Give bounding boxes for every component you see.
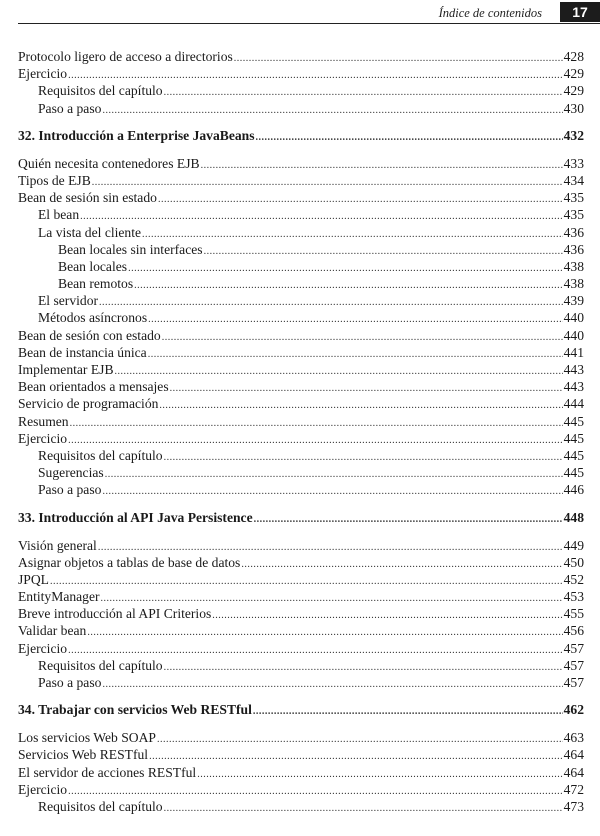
toc-entry-title: 33. Introducción al API Java Persistence (18, 509, 253, 525)
dot-leader (102, 676, 562, 693)
dot-leader (162, 329, 563, 346)
dot-leader (170, 380, 563, 397)
dot-leader (87, 624, 562, 641)
toc-entry-title: Paso a paso (38, 482, 102, 498)
spacer (18, 527, 584, 537)
toc-entry-title: Bean remotos (58, 276, 134, 292)
toc-entry-title: JPQL (18, 571, 49, 587)
toc-entry-title: Resumen (18, 413, 69, 429)
toc-subentry (18, 292, 584, 309)
dot-leader (149, 748, 563, 765)
toc-entry-page: 443 (563, 379, 584, 395)
toc-entry-page: 433 (563, 155, 584, 171)
toc-entry-page: 428 (563, 49, 584, 64)
toc-entry-page: 456 (563, 623, 584, 639)
toc-entry (18, 48, 584, 65)
toc-subentry (18, 309, 584, 326)
toc-chapter-heading (18, 127, 584, 145)
toc-entry-title: El bean (38, 207, 80, 223)
toc-entry-title: Visión general (18, 537, 97, 553)
dot-leader (212, 607, 562, 624)
toc-entry-title: Requisitos del capítulo (38, 447, 163, 463)
toc-entry (18, 155, 584, 172)
dot-leader (158, 191, 563, 208)
toc-entry-title: Asignar objetos a tablas de base de datos (18, 554, 241, 570)
toc-entry-title: Ejercicio (18, 66, 68, 82)
dot-leader (115, 363, 563, 380)
toc-entry-page: 445 (563, 465, 584, 481)
toc-entry-page: 436 (563, 241, 584, 257)
toc-entry-title: EntityManager (18, 589, 100, 605)
toc-subentry (18, 464, 584, 481)
toc-subentry (18, 481, 584, 498)
dot-leader (201, 157, 563, 174)
dot-leader (80, 208, 562, 225)
toc-entry-title: El servidor (38, 293, 99, 309)
dot-leader (99, 294, 563, 311)
running-header-title: Índice de contenidos (438, 6, 542, 20)
toc-entry-page: 435 (563, 190, 584, 206)
toc-entry-title: Servicio de programación (18, 396, 159, 412)
toc-entry-title: Tipos de EJB (18, 172, 91, 188)
toc-entry-title: Ejercicio (18, 781, 68, 797)
toc-entry-title: 32. Introducción a Enterprise JavaBeans (18, 127, 255, 143)
dot-leader (234, 50, 563, 67)
toc-entry-page: 440 (563, 310, 584, 326)
page-header (18, 0, 600, 24)
toc-entry-page: 438 (563, 276, 584, 292)
toc-entry-page: 455 (563, 606, 584, 622)
toc-entry-page: 430 (563, 100, 584, 116)
dot-leader (157, 731, 563, 748)
toc-entry-title: El servidor de acciones RESTful (18, 764, 197, 780)
toc-entry-page: 473 (563, 798, 584, 814)
toc-entry-title: Bean orientados a mensajes (18, 379, 169, 395)
toc-entry-page: 462 (563, 702, 584, 718)
toc-entry (18, 554, 584, 571)
toc-entry-page: 444 (563, 396, 584, 412)
toc-entry-page: 457 (563, 675, 584, 690)
dot-leader (50, 573, 563, 590)
toc-entry-title: Servicios Web RESTful (18, 747, 149, 763)
toc-entry (18, 622, 584, 639)
toc-entry-page: 436 (563, 224, 584, 240)
toc-subentry (18, 82, 584, 99)
dot-leader (164, 800, 563, 817)
dot-leader (164, 659, 563, 676)
toc-entry-title: La vista del cliente (38, 224, 142, 240)
toc-entry-page: 463 (563, 730, 584, 746)
toc-entry-page: 439 (563, 293, 584, 309)
toc-subsubentry (18, 258, 584, 275)
toc-entry-title: Ejercicio (18, 430, 68, 446)
toc-subentry (18, 224, 584, 241)
toc-entry-title: Los servicios Web SOAP (18, 730, 156, 746)
dot-leader (105, 466, 563, 483)
toc-entry-page: 449 (563, 537, 584, 553)
toc-entry (18, 413, 584, 430)
toc-chapter-heading (18, 509, 584, 527)
toc-subentry (18, 447, 584, 464)
dot-leader (102, 483, 562, 500)
toc-entry (18, 327, 584, 344)
dot-leader (253, 703, 563, 720)
dot-leader (197, 766, 562, 783)
toc-entry (18, 395, 584, 412)
table-of-contents (18, 48, 584, 815)
toc-entry-page: 445 (563, 447, 584, 463)
dot-leader (134, 277, 562, 294)
toc-entry-page: 441 (563, 344, 584, 360)
toc-entry (18, 65, 584, 82)
toc-subentry (18, 100, 584, 117)
toc-entry-page: 445 (563, 413, 584, 429)
toc-entry-page: 432 (563, 127, 584, 143)
toc-entry-page: 472 (563, 781, 584, 797)
dot-leader (148, 311, 562, 328)
dot-leader (102, 102, 562, 119)
toc-entry-page: 457 (563, 640, 584, 656)
dot-leader (254, 511, 563, 528)
spacer (18, 145, 584, 155)
toc-entry-title: Quién necesita contenedores EJB (18, 155, 200, 171)
toc-entry (18, 781, 584, 798)
toc-entry (18, 172, 584, 189)
toc-entry (18, 640, 584, 657)
header-rule (18, 23, 600, 24)
toc-entry-title: Bean de sesión sin estado (18, 190, 157, 206)
toc-entry-page: 464 (563, 747, 584, 763)
spacer (18, 719, 584, 729)
toc-entry (18, 361, 584, 378)
dot-leader (128, 260, 563, 277)
toc-entry-page: 448 (563, 509, 584, 525)
toc-entry-page: 435 (563, 207, 584, 223)
toc-subsubentry (18, 241, 584, 258)
dot-leader (241, 556, 562, 573)
toc-entry-title: Breve introducción al API Criterios (18, 606, 212, 622)
toc-entry-title: Validar bean (18, 623, 87, 639)
toc-entry-page: 453 (563, 589, 584, 605)
dot-leader (148, 346, 563, 363)
toc-entry (18, 605, 584, 622)
toc-entry-title: Requisitos del capítulo (38, 83, 163, 99)
toc-entry-title: Sugerencias (38, 465, 104, 481)
toc-entry-title: Bean de sesión con estado (18, 327, 161, 343)
toc-entry (18, 571, 584, 588)
toc-entry-title: Bean locales sin interfaces (58, 241, 203, 257)
dot-leader (256, 129, 563, 146)
toc-entry (18, 378, 584, 395)
toc-entry (18, 729, 584, 746)
toc-entry-title: Bean de instancia única (18, 344, 147, 360)
toc-entry-page: 429 (563, 83, 584, 99)
toc-subentry (18, 674, 584, 691)
toc-entry (18, 537, 584, 554)
toc-entry (18, 746, 584, 763)
toc-entry-title: Requisitos del capítulo (38, 798, 163, 814)
toc-subentry (18, 206, 584, 223)
dot-leader (164, 449, 563, 466)
toc-entry-title: Implementar EJB (18, 362, 114, 377)
toc-entry-page: 438 (563, 258, 584, 274)
toc-entry-page: 450 (563, 554, 584, 570)
toc-entry-page: 434 (563, 172, 584, 188)
toc-entry-title: Requisitos del capítulo (38, 657, 163, 673)
toc-chapter-heading (18, 701, 584, 719)
toc-entry-title: 34. Trabajar con servicios Web RESTful (18, 702, 252, 718)
dot-leader (204, 243, 563, 260)
toc-entry (18, 344, 584, 361)
toc-entry-title: Bean locales (58, 258, 128, 274)
toc-entry (18, 764, 584, 781)
toc-entry-page: 440 (563, 327, 584, 343)
toc-entry-title: Protocolo ligero de acceso a directorios (18, 49, 233, 64)
toc-entry-title: Métodos asíncronos (38, 310, 148, 326)
toc-entry-page: 457 (563, 657, 584, 673)
toc-subentry (18, 657, 584, 674)
toc-subentry (18, 798, 584, 815)
toc-entry-page: 452 (563, 571, 584, 587)
toc-entry-title: Paso a paso (38, 675, 102, 690)
toc-entry-page: 446 (563, 482, 584, 498)
toc-entry-title: Ejercicio (18, 640, 68, 656)
toc-entry-title: Paso a paso (38, 100, 102, 116)
dot-leader (164, 84, 563, 101)
dot-leader (92, 174, 563, 191)
dot-leader (142, 226, 563, 243)
toc-entry-page: 464 (563, 764, 584, 780)
toc-entry-page: 429 (563, 66, 584, 82)
page-number: 17 (560, 2, 600, 22)
toc-entry-page: 445 (563, 430, 584, 446)
toc-entry (18, 430, 584, 447)
toc-entry (18, 189, 584, 206)
toc-subsubentry (18, 275, 584, 292)
toc-entry (18, 588, 584, 605)
dot-leader (70, 415, 563, 432)
dot-leader (159, 397, 562, 414)
toc-entry-page: 443 (563, 362, 584, 377)
